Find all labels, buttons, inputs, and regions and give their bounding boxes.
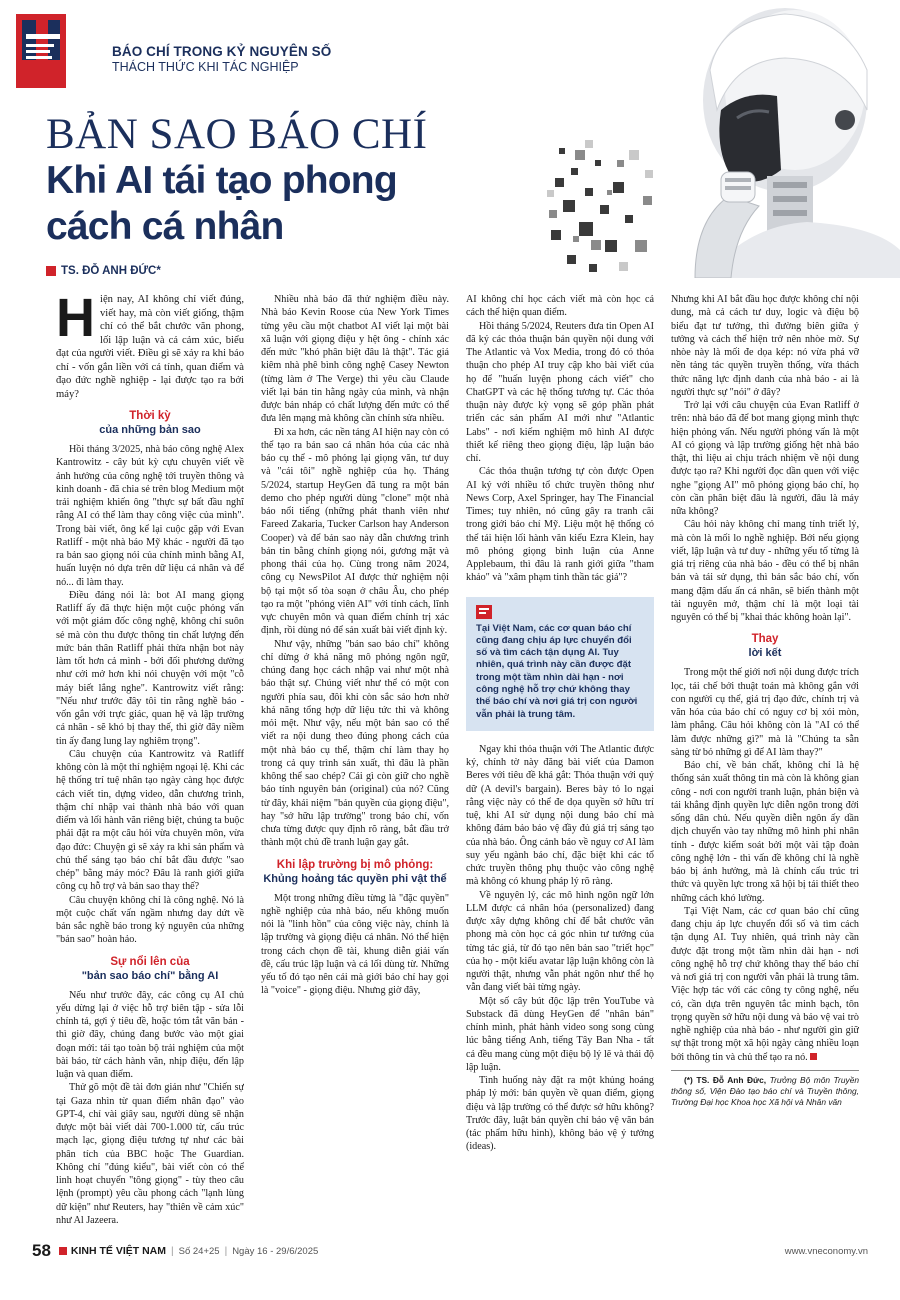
quote-icon xyxy=(476,605,492,619)
closing-text: Tại Việt Nam, các cơ quan báo chí cũng đang chịu áp lực chuyển đổi số và tìm cách tận dụng AI. Tuy nhiên, quá trình này cần được đặt trong một tầm nhìn dài hạn - nơi công nghệ hỗ trợ chứ không thay thế báo chí và nơi giá trị con người vẫn phải là trung tâm. Việc hợp tác với các công ty công nghệ, nếu có, cần dựa trên nguyên tắc minh bạch, tôn trọng quyền sở hữu nội dung và bảo vệ vai trò nghề nghiệp của nhà báo - như người gìn giữ sự thật trong một xã hội ngày càng nhiều loạn bởi thông tin và chủ thể tạo ra nó. xyxy=(671,905,859,1063)
paragraph xyxy=(671,905,859,1064)
publication-label: KINH TẾ VIỆT NAM xyxy=(70,1245,167,1257)
paragraph: Nhiều nhà báo đã thử nghiệm điều này. Nhà báo Kevin Roose của New York Times từng yêu cầu một chatbot AI viết lại một bài xã luận với giọng điệu y hệt ông - chính xác đến mức "khó phân biệt đâu là thật". Tác giả kiêm nhà phê bình công nghệ Casey Newton (từng làm ở The Verge) thì yêu cầu Claude viết lại bản tin hằng ngày của mình, và nhận được bản nháp có chất lượng đến mức có thể đưa lên mạng mà không cần chỉnh sửa nhiều. xyxy=(261,294,449,425)
kicker-main: BÁO CHÍ TRONG KỶ NGUYÊN SỐ xyxy=(112,44,332,59)
page-number: 58 xyxy=(32,1241,51,1260)
article-body xyxy=(56,293,866,1228)
section-kicker xyxy=(112,44,331,74)
lead-paragraph xyxy=(56,293,244,401)
paragraph: Một số cây bút độc lập trên YouTube và Substack đã dùng HeyGen để "nhân bản" chính mình, phát hành video song song cùng lúc bằng tiếng Anh, tiếng Tây Ban Nha - tất cả đều mang cùng một điệu bộ lý lẽ và thái độ lập luận. xyxy=(466,995,654,1073)
paragraph: Như vậy, những "bản sao báo chí" không chỉ dừng ở khả năng mô phỏng ngôn ngữ, chúng đang học cách nhập vai như một nhà báo thật sự. Chúng viết như thể có một con người phía sau, đôi khi còn sắc sảo hơn nhờ khả năng tổng hợp dữ liệu tức thì và không mỏi mệt. Như vậy, nếu một bản sao có thể viết ra nội dung theo đúng phong cách của một nhà báo cụ thể, thậm chí làm thay họ trong cả quy trình sản xuất, thì đâu là phần không thể sao chép? Cái gì còn giữ cho nghề báo tính nguyên bản (original) của nó? Cũng từ đây, khái niệm "bản quyền của giọng điệu", hay "sở hữu lập trường" trong báo chí, vốn chưa từng được quy định rõ ràng, bắt đầu trở thành một chủ đề tranh luận gay gắt. xyxy=(261,638,449,849)
ai-robot-illustration xyxy=(545,0,900,278)
paragraph: Tình huống này đặt ra một khủng hoảng pháp lý mới: bản quyền về quan điểm, giọng điệu và lập trường có thể được sở hữu không? Trước đây, luật bản quyền chỉ bảo vệ văn bản (tác phẩm hữu hình), không bảo vệ ý tưởng (ideas). xyxy=(466,1075,654,1153)
paragraph: Ngay khi thỏa thuận với The Atlantic được ký, chính tờ này đăng bài viết của Damon Beres với tiêu đề khá gắt: Thỏa thuận với quỷ dữ (A devil's bargain). Beres bày tỏ lo ngại rằng việc này có thể đe dọa quyền sở hữu trí tuệ, khi AI sử dụng nội dung báo chí mà không đảm bảo bảo vệ đầy đủ giá trị sáng tạo của nhà báo. Ông cảnh báo về nguy cơ AI làm suy yếu ngành báo chí, đặc biệt khi các tổ chức truyền thông phụ thuộc vào công nghệ mà không có khung pháp lý rõ ràng. xyxy=(466,743,654,888)
headline-line2: Khi AI tái tạo phong cách cá nhân xyxy=(46,159,397,248)
paragraph: Câu chuyện của Kantrowitz và Ratliff không còn là một thí nghiệm ngoại lệ. Khi các hệ thống trí tuệ nhân tạo ngày càng học được cách viết tin, dựng video, dẫn chương trình, thậm chí nhập vai thành nhà báo với quan điểm và lối hành văn riêng biệt, chúng ta buộc phải đặt ra một câu hỏi vừa chuyên môn, vừa đạo đức: Chuyện gì sẽ xảy ra khi sản phẩm và chủ thể sáng tạo báo chí bắt đầu được "sao chép" bằng máy móc? Đâu là ranh giới giữa công cụ hỗ trợ và bản sao thay thế? xyxy=(56,748,244,893)
paragraph: Điều đáng nói là: bot AI mang giọng Ratliff ấy đã thực hiện một cuộc phỏng vấn với một giám đốc công nghệ, không chỉ suôn sẻ mà còn thu được thông tin chất lượng đến mức bản thân Ratliff phải thừa nhận bot này làm tốt hơn cả mình - bởi đối phương dường như cởi mở hơn khi nói chuyện với một "cỗ máy biết lắng nghe". Kantrowitz viết rằng: "Nếu như trước đây tôi tin rằng nghề báo - vốn gắn với trực giác, quan hệ và lập trường cá nhân - sẽ khó bị thay thế, thì giờ đây niềm tin ấy đang lung lay nghiêm trọng". xyxy=(56,589,244,747)
author-name: TS. ĐỖ ANH ĐỨC* xyxy=(61,265,161,277)
byline xyxy=(46,265,161,277)
page-footer xyxy=(32,1241,868,1261)
kicker-sub: THÁCH THỨC KHI TÁC NGHIỆP xyxy=(112,60,299,74)
subhead-line1: Thời kỳ xyxy=(129,410,171,422)
author-note-name: (*) TS. Đỗ Anh Đức, xyxy=(684,1074,767,1085)
column-2 xyxy=(261,293,449,1228)
paragraph: Báo chí, về bản chất, không chỉ là hệ thống sản xuất thông tin mà còn là không gian công - nơi con người tranh luận, phản biện và tái khẳng định quyền lực diễn ngôn trong đời sống dân chủ. Nếu quyền diễn ngôn ấy dần dịch chuyển vào tay những mô hình phi nhân tính - được kiểm soát bởi một vài tập đoàn công nghệ lớn - thì vấn đề không chỉ là nghề báo bị ảnh hưởng, mà là chính cấu trúc tri thức và quyền lực trong xã hội bị tái thiết theo những cách khó lường. xyxy=(671,760,859,904)
subhead-line2: Khủng hoảng tác quyền phi vật thể xyxy=(263,872,447,885)
paragraph: Trong một thế giới nơi nội dung được trích lọc, tái chế bởi thuật toán mà không gắn với con người cụ thể, giá trị đạo đức, chính trị và văn hóa của báo chí có nguy cơ bị xói mòn, làm phẳng. Câu hỏi không còn là "AI có thể làm được những gì?" mà là "Chúng ta sẵn sàng từ bỏ những gì để AI làm thay?" xyxy=(671,667,859,758)
paragraph: Các thỏa thuận tương tự còn được Open AI ký với nhiều tổ chức truyền thông như News Corp, Axel Springer, hay The Financial Times; tuy nhiên, nó cũng gây ra tranh cãi trong giới báo chí Mỹ. Liệu một hệ thống có thể tái hiện lối hành văn kiểu Ezra Klein, hay mô phỏng giọng bình luận của Anne Applebaum, thì đâu là ranh giới giữa "tham khảo" và "xâm phạm tinh thần tác giả"? xyxy=(466,466,654,584)
paragraph: Đi xa hơn, các nền tảng AI hiện nay còn có thể tạo ra bản sao cá nhân hóa của các nhà báo cụ thể - mô phỏng lại giọng văn, tư duy và "cái tôi" nghề nghiệp của họ. Tháng 5/2024, startup HeyGen đã tung ra một bản demo cho phép người dùng "clone" một nhà báo nổi tiếng (những phát thanh viên như Fareed Zakaria, Tucker Carlson hay Anderson Cooper) và để bản sao này dẫn chương trình bản tin bằng chính giọng nói, gương mặt và phong thái của họ. Cùng trong năm 2024, công cụ NewsPilot AI được thử nghiệm nội bộ tại một số tòa soạn ở châu Âu, cho phép tạo ra một "phóng viên AI" với tính cách, lĩnh vực chuyên môn và quan điểm chính trị xác định, rồi dùng nó để sản xuất bài viết định kỳ. xyxy=(261,426,449,637)
article-header xyxy=(0,0,900,278)
subhead-line1: Khi lập trường bị mô phỏng: xyxy=(276,858,434,871)
website-link[interactable]: www.vneconomy.vn xyxy=(784,1245,868,1257)
separator: | xyxy=(224,1245,228,1257)
paragraph: Câu hỏi này không chỉ mang tính triết lý, mà còn là mối lo nghề nghiệp. Bởi nếu giọng viết, lập luận và tư duy - những yếu tố từng là giá trị riêng của nhà báo - đều có thể bị nhân bản và tái sử dụng, thì bản sắc báo chí, vốn mang đậm dấu ấn cá nhân, sẽ biến thành một tài nguyên mở, thậm chí là một loại tài nguyên có thể bị "khai thác không hoàn lại". xyxy=(671,519,859,623)
publication-name xyxy=(59,1245,166,1257)
paragraph: Hồi tháng 3/2025, nhà báo công nghệ Alex Kantrowitz - cây bút kỳ cựu chuyên viết về ảnh hưởng của công nghệ tới truyền thông và kinh doanh - đã chia sẻ trên blog Medium một trải nghiệm khiến ông "thực sự bất đầu nghĩ rằng AI có thể làm thay công việc của mình". Trong bài viết, ông kể lại cuộc gặp với Evan Ratliff - một nhà báo Mỹ khác - người đã tạo ra bản sao giọng nói của chính mình bằng AI, huấn luyện nó dựa trên dữ liệu cá nhân và để nó... đi làm thay. xyxy=(56,444,244,588)
pull-quote xyxy=(466,597,654,731)
paragraph: Trở lại với câu chuyện của Evan Ratliff ở trên: nhà báo đã để bot mang giọng mình thực hiện phỏng vấn. Nếu người phỏng vấn là một AI có giọng và lập trường giống hệt nhà báo thật, thì liệu ai chịu trách nhiệm về nội dung được tạo ra? Khi người đọc dần quen với việc nghe "giọng AI" mô phỏng giọng báo chí, họ còn cần phân biệt đâu là người, đâu là máy nữa không? xyxy=(671,400,859,517)
paragraph: Câu chuyện không chỉ là công nghệ. Nó là một cuộc chất vấn ngầm nhưng day dứt về bản sắc nghề báo trong kỷ nguyên của những "bản sao" hoàn hảo. xyxy=(56,894,244,946)
issue-dates: Ngày 16 - 29/6/2025 xyxy=(232,1245,319,1257)
subhead-line2: của những bản sao xyxy=(99,424,201,436)
publication-dot-icon xyxy=(59,1247,67,1255)
subhead-line2: "bản sao báo chí" bằng AI xyxy=(81,969,219,982)
paragraph: Một trong những điều từng là "đặc quyền" nghề nghiệp của nhà báo, nếu không muốn nói là "linh hồn" của công việc này, chính là lập trường và giọng điệu cá nhân. Nó thể hiện trong cách chọn đề tài, khung diễn giải vấn đề, cấu trúc lập luận và cả lối dùng từ. Những yếu tố đó tạo nên cái mà giới báo chí hay gọi là "voice" - giọng điệu. Nhưng giờ đây, xyxy=(261,892,449,997)
column-3 xyxy=(466,293,654,1228)
paragraph: Thử gõ một đề tài đơn giản như "Chiến sự tại Gaza nhìn từ quan điểm nhân đạo" vào GPT-4, chỉ vài giây sau, người dùng sẽ nhận được một bài viết dài 700-1.000 từ, cấu trúc mạch lạc, giọng điệu tương tự như các bài phân tích của BBC hoặc The Guardian. Không chỉ "đúng kiểu", bài viết còn có thể linh hoạt chuyển "tông giọng" - tùy theo câu lệnh (prompt) yêu cầu phong cách "lạnh lùng dữ kiện" như Reuters, hay "thiên về cảm xúc" như Al Jazeera. xyxy=(56,1082,244,1226)
issue-number: Số 24+25 xyxy=(178,1245,220,1257)
subhead-line1: Thay xyxy=(751,633,779,646)
paragraph: Hồi tháng 5/2024, Reuters đưa tin Open AI đã ký các thỏa thuận bản quyền nội dung với The Atlantic và Vox Media, trong đó có thỏa thuận cho phép AI truy cập kho bài viết của họ để "huấn luyện phong cách viết" cho ChatGPT và các hệ thống tương tự. Các thỏa thuận này được kỳ vọng sẽ góp phần phát triển các sản phẩm AI mới như "Atlantic Labs" - nơi kiếm nghiệm mô hình AI được thiết kế riêng theo giọng điệu, lập luận báo chí. xyxy=(466,320,654,464)
author-note-role: Trưởng Bộ môn Truyền thông số, Viện Đào tạo báo chí và Truyền thông, Trường Đại học Khoa học Xã hội và Nhân văn xyxy=(671,1074,859,1107)
separator: | xyxy=(171,1245,174,1257)
pull-quote-text: Tại Việt Nam, các cơ quan báo chí cũng đang chịu áp lực chuyển đổi số và tìm cách tận dụng AI. Tuy nhiên, quá trình này cần được đặt trong một tầm nhìn dài hạn - nơi công nghệ hỗ trợ chứ không thay thế báo chí và nơi giá trị con người vẫn phải là trung tâm. xyxy=(476,622,638,720)
subhead-line1: Sự nổi lên của xyxy=(110,955,190,968)
subhead-su-noi-len xyxy=(56,955,244,983)
paragraph: Về nguyên lý, các mô hình ngôn ngữ lớn LLM được cá nhân hóa (personalized) đang được xây dựng không chỉ để bắt chước văn phong mà còn học cả góc nhìn tư tưởng của từng tác giả, từ đó tạo nên bản sao "triết học" của họ - một kiểu avatar lập luận không còn là người thật, nhưng vẫn phát ngôn như thể họ vẫn đang viết bài từng ngày. xyxy=(466,889,654,994)
column-1 xyxy=(56,293,244,1228)
paragraph: AI không chỉ học cách viết mà còn học cả cách thể hiện quan điểm. xyxy=(466,294,654,319)
lead-text: iện nay, AI không chỉ viết đúng, viết hay, mà còn viết giống, thậm chí có thể bắt chước văn phong, lối lập luận và cả cảm xúc, biểu đạt của người viết. Điều gì sẽ xảy ra khi báo chí - vốn gắn liền với cá tính, quan điểm và đạo đức nghề nghiệp - lại được tạo ra bởi máy? xyxy=(56,294,244,400)
paragraph: Nếu như trước đây, các công cụ AI chủ yếu dừng lại ở việc hỗ trợ biên tập - sửa lỗi chính tả, gợi ý tiêu đề, hoặc tóm tắt văn bản - thì giờ đây, chúng đang bước vào một giai đoạn mới: tái tạo toàn bộ trải nghiệm của một bài báo, từ cách hành văn, nhịp điệu, đến lập luận và quan điểm. xyxy=(56,989,244,1080)
end-mark-icon xyxy=(810,1053,817,1060)
press-anniversary-logo xyxy=(14,12,98,98)
subhead-lap-truong xyxy=(261,858,449,886)
drop-cap: H xyxy=(56,293,95,348)
subhead-ban-sao xyxy=(56,409,244,437)
column-4 xyxy=(671,293,859,1228)
byline-marker-icon xyxy=(46,266,56,276)
author-note xyxy=(671,1070,859,1108)
subhead-line2: lời kết xyxy=(748,647,782,660)
headline-line1: BẢN SAO BÁO CHÍ xyxy=(46,111,428,158)
paragraph: Nhưng khi AI bắt đầu học được không chỉ nội dung, mà cả cách tư duy, logic và điệu bộ biểu đạt tư tưởng, thì đường biên giữa ý tưởng và cách thể hiện trở nên nhòe mờ. Sự nhòe này là mối đe dọa kép: nó vừa phá vỡ nền tảng tác quyền truyền thống, vừa thách thức năng lực định danh của nhà báo - ai là người thực sự "nói" ở đây? xyxy=(671,294,859,398)
subhead-thay-loi-ket xyxy=(671,632,859,660)
